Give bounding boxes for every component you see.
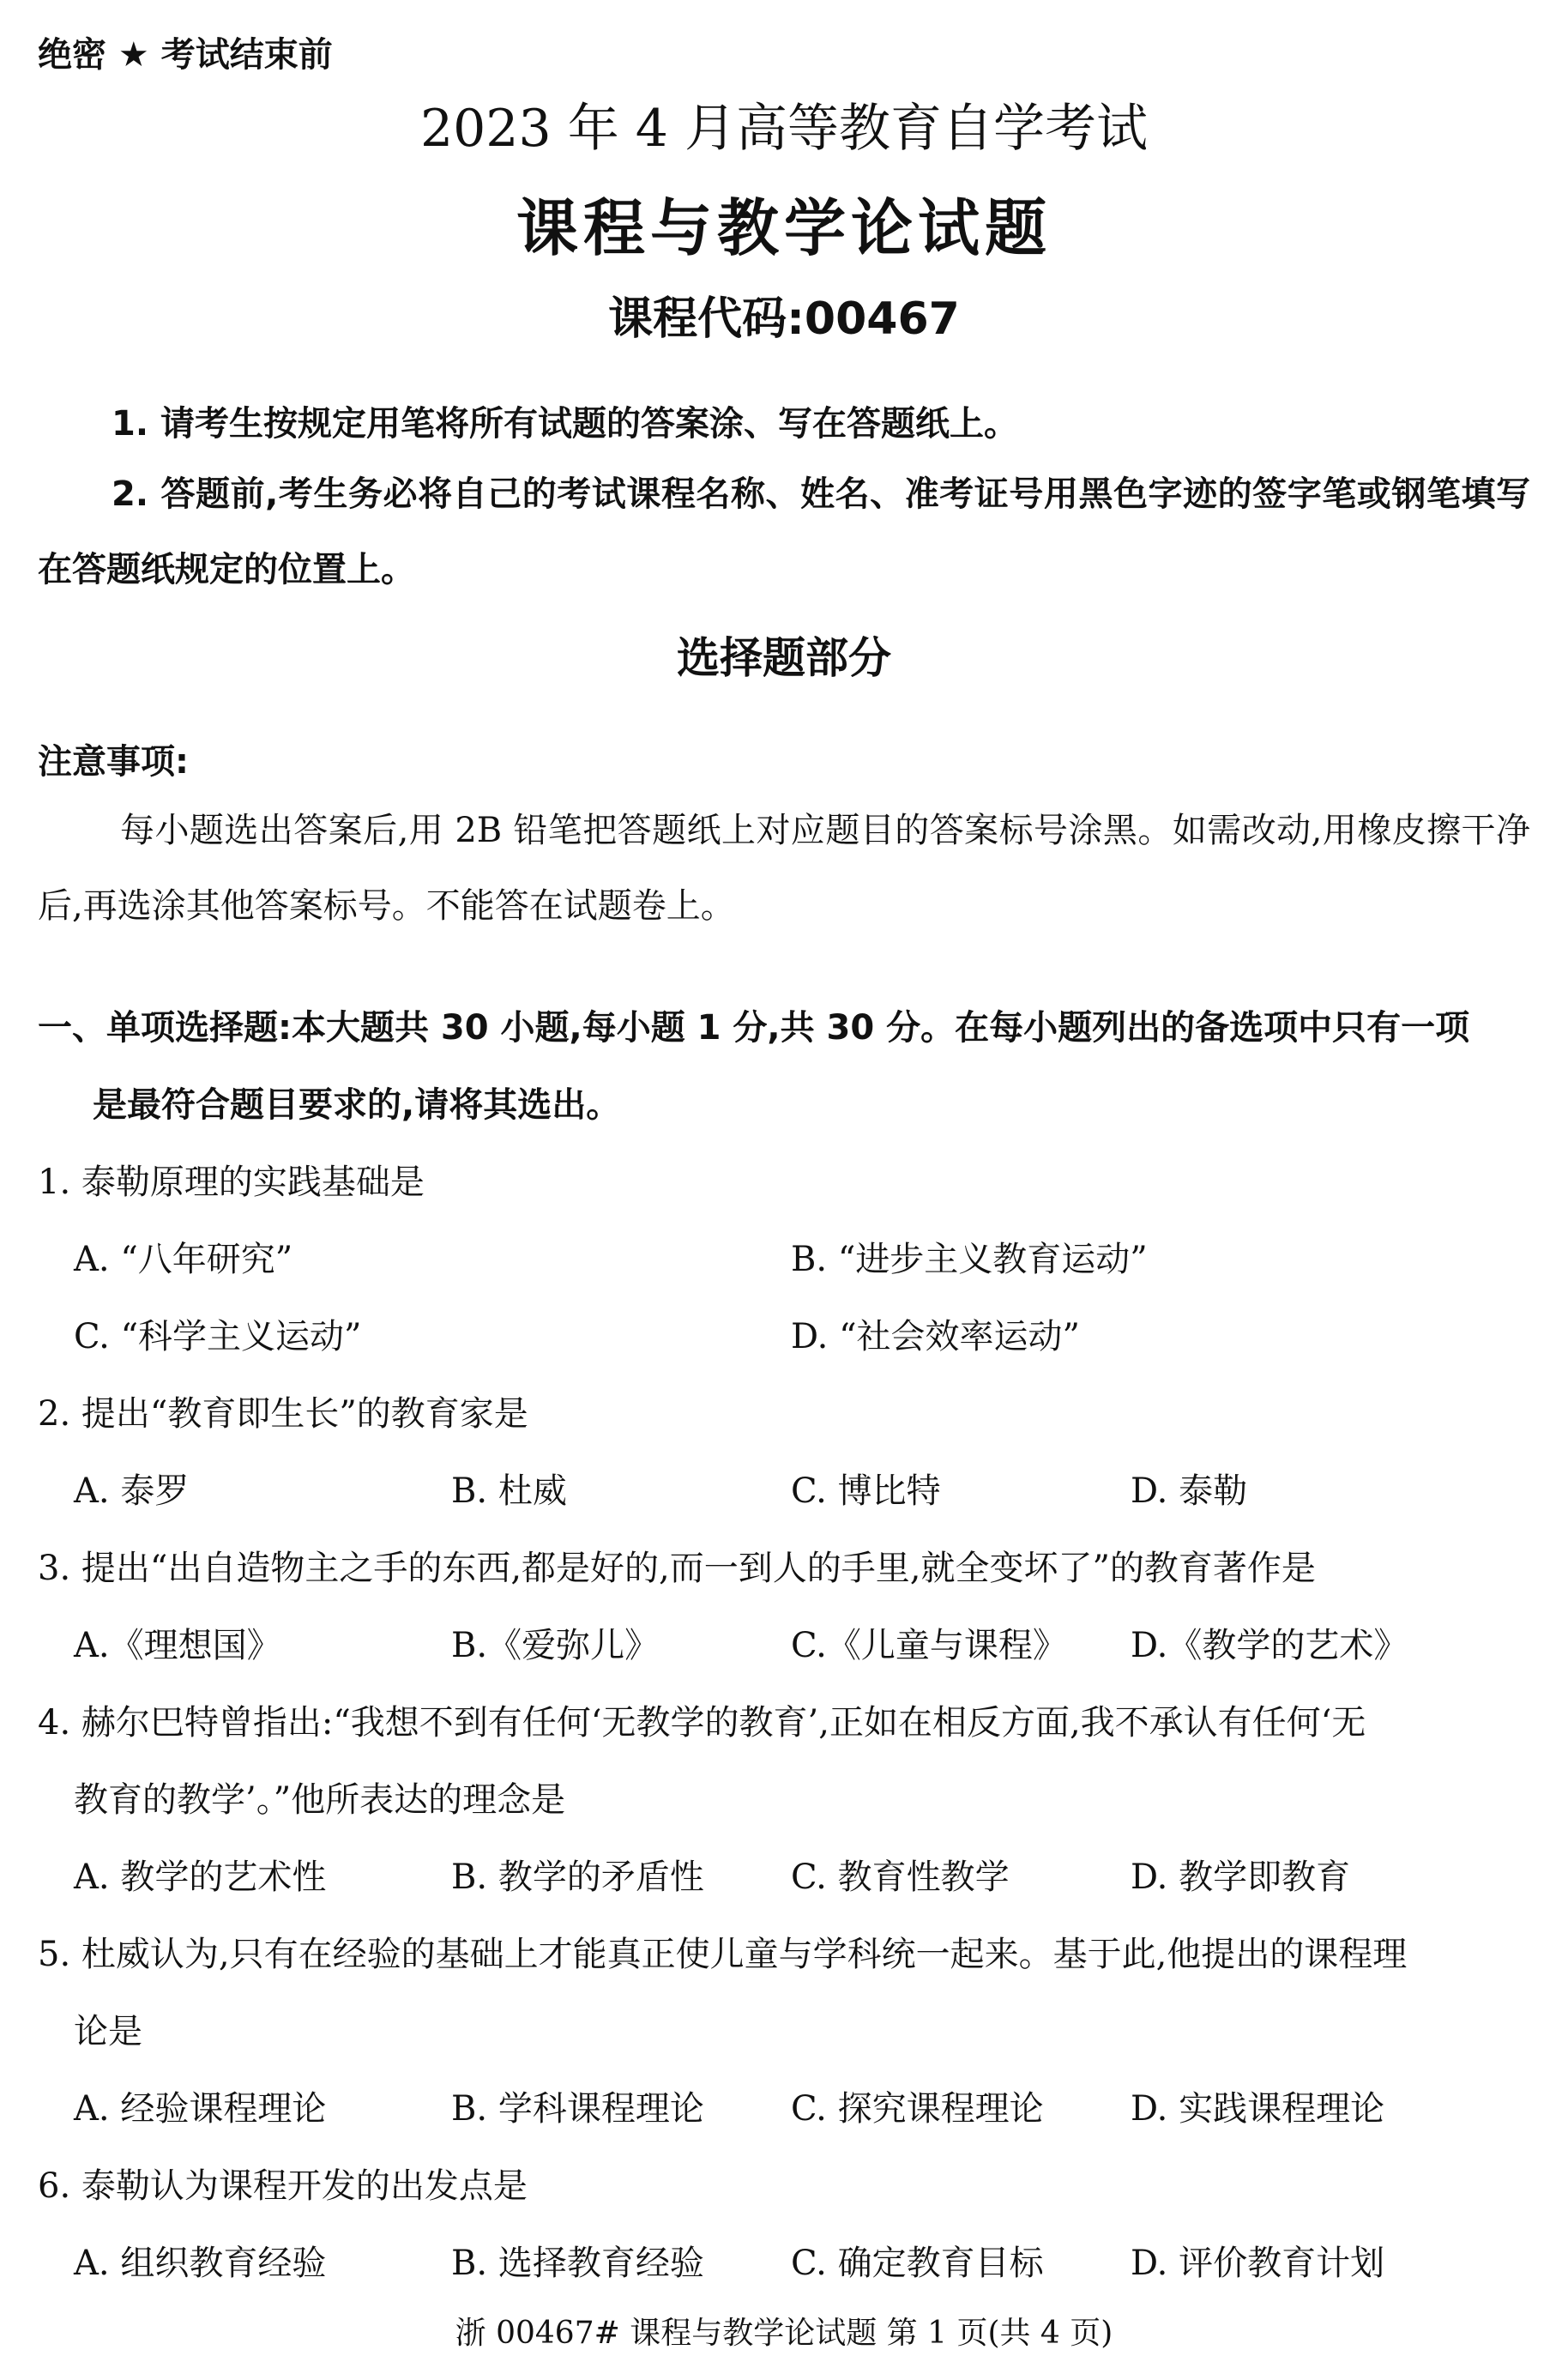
option-a: A. “八年研究” [74,1240,293,1279]
option-b: B. 选择教育经验 [451,2244,704,2283]
course-code: 课程代码:00467 [608,293,960,345]
secrecy-label: 绝密 ★ 考试结束前 [38,35,333,75]
part-heading-line-1: 一、单项选择题:本大题共 30 小题,每小题 1 分,共 30 分。在每小题列出的备选项中只有一项 [38,1008,1470,1048]
question-stem: 6. 泰勒认为课程开发的出发点是 [38,2166,528,2206]
option-d: D. 教学即教育 [1131,1858,1351,1897]
page-footer: 浙 00467# 课程与教学论试题 第 1 页(共 4 页) [455,2316,1113,2351]
question-stem: 2. 提出“教育即生长”的教育家是 [38,1394,528,1434]
question-stem-continued: 论是 [74,2012,142,2051]
option-d: D.《教学的艺术》 [1131,1626,1408,1665]
option-d: D. 评价教育计划 [1131,2244,1385,2283]
option-b: B. 学科课程理论 [451,2089,704,2129]
paper-title: 课程与教学论试题 [516,192,1052,264]
option-d: D. 实践课程理论 [1131,2089,1385,2129]
option-a: A. 泰罗 [74,1471,190,1511]
option-a: A. 组织教育经验 [74,2244,327,2283]
option-c: C. 博比特 [791,1471,941,1511]
notes-label: 注意事项: [38,742,189,782]
instruction-item-2: 2. 答题前,考生务必将自己的考试课程名称、姓名、准考证号用黑色字迹的签字笔或钢笔填写在答题纸规定的位置上。 [38,474,1530,589]
option-b: B. 教学的矛盾性 [451,1858,704,1897]
option-c: C. 教育性教学 [791,1858,1010,1897]
question-stem-continued: 教育的教学’。”他所表达的理念是 [74,1780,566,1820]
option-a: A.《理想国》 [74,1626,281,1665]
question-stem: 4. 赫尔巴特曾指出:“我想不到有任何‘无教学的教育’,正如在相反方面,我不承认有任何‘无 [38,1703,1366,1743]
section-title: 选择题部分 [677,633,891,683]
option-b: B. “进步主义教育运动” [791,1240,1148,1279]
option-c: C. 确定教育目标 [791,2244,1044,2283]
option-c: C. “科学主义运动” [74,1317,362,1356]
instruction-item-1: 1. 请考生按规定用笔将所有试题的答案涂、写在答题纸上。 [112,404,1018,444]
part-heading-line-2: 是最符合题目要求的,请将其选出。 [93,1085,621,1125]
option-d: D. 泰勒 [1131,1471,1248,1511]
question-stem: 1. 泰勒原理的实践基础是 [38,1163,425,1202]
option-a: A. 经验课程理论 [74,2089,327,2129]
option-b: B. 杜威 [451,1471,567,1511]
question-stem: 5. 杜威认为,只有在经验的基础上才能真正使儿童与学科统一起来。基于此,他提出的课程理 [38,1935,1408,1974]
notes-text: 每小题选出答案后,用 2B 铅笔把答题纸上对应题目的答案标号涂黑。如需改动,用橡皮擦干净后,再选涂其他答案标号。不能答在试题卷上。 [38,811,1530,926]
option-c: C. 探究课程理论 [791,2089,1044,2129]
question-stem: 3. 提出“出自造物主之手的东西,都是好的,而一到人的手里,就全变坏了”的教育著作是 [38,1549,1316,1588]
option-c: C.《儿童与课程》 [791,1626,1067,1665]
exam-title: 2023 年 4 月高等教育自学考试 [419,99,1149,159]
option-b: B.《爱弥儿》 [451,1626,660,1665]
option-d: D. “社会效率运动” [791,1317,1080,1356]
option-a: A. 教学的艺术性 [74,1858,327,1897]
